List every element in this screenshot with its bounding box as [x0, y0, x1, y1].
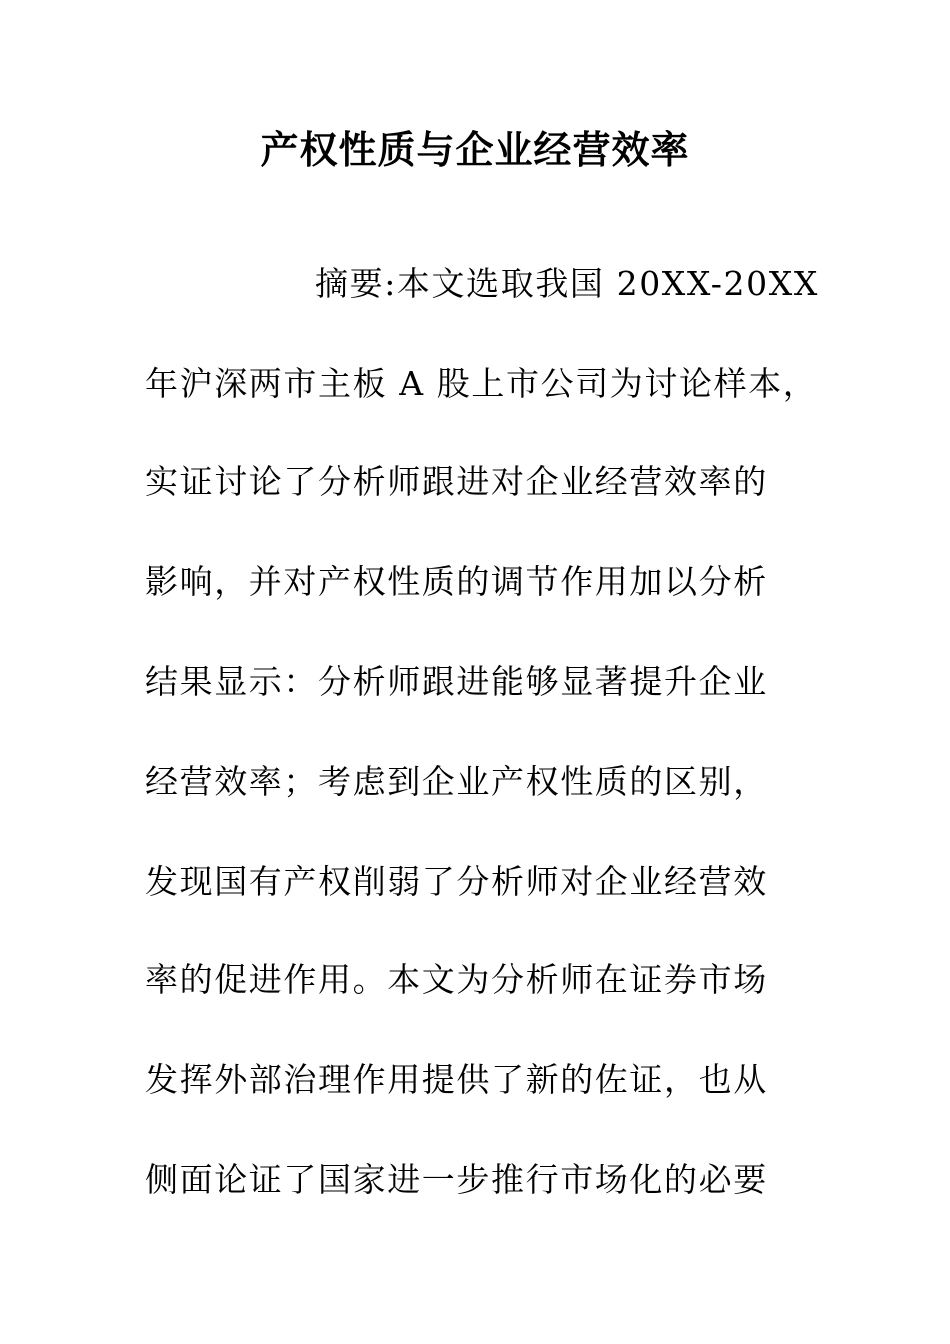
abstract-line-9: 发挥外部治理作用提供了新的佐证，也从 — [145, 1060, 768, 1099]
abstract-line-5: 结果显示：分析师跟进能够显著提升企业 — [145, 662, 768, 701]
abstract-line-7: 发现国有产权削弱了分析师对企业经营效 — [145, 862, 768, 901]
abstract-line-4: 影响，并对产权性质的调节作用加以分析 — [145, 562, 768, 601]
abstract-line-2: 年沪深两市主板 A 股上市公司为讨论样本， — [145, 364, 818, 403]
abstract-line-6: 经营效率；考虑到企业产权性质的区别， — [145, 762, 768, 801]
abstract-line-8: 率的促进作用。本文为分析师在证券市场 — [145, 960, 768, 999]
abstract-line-10: 侧面论证了国家进一步推行市场化的必要 — [145, 1160, 768, 1199]
abstract-line-3: 实证讨论了分析师跟进对企业经营效率的 — [145, 462, 768, 501]
document-title: 产权性质与企业经营效率 — [260, 128, 690, 172]
abstract-line-1: 摘要:本文选取我国 20XX-20XX — [315, 264, 819, 303]
